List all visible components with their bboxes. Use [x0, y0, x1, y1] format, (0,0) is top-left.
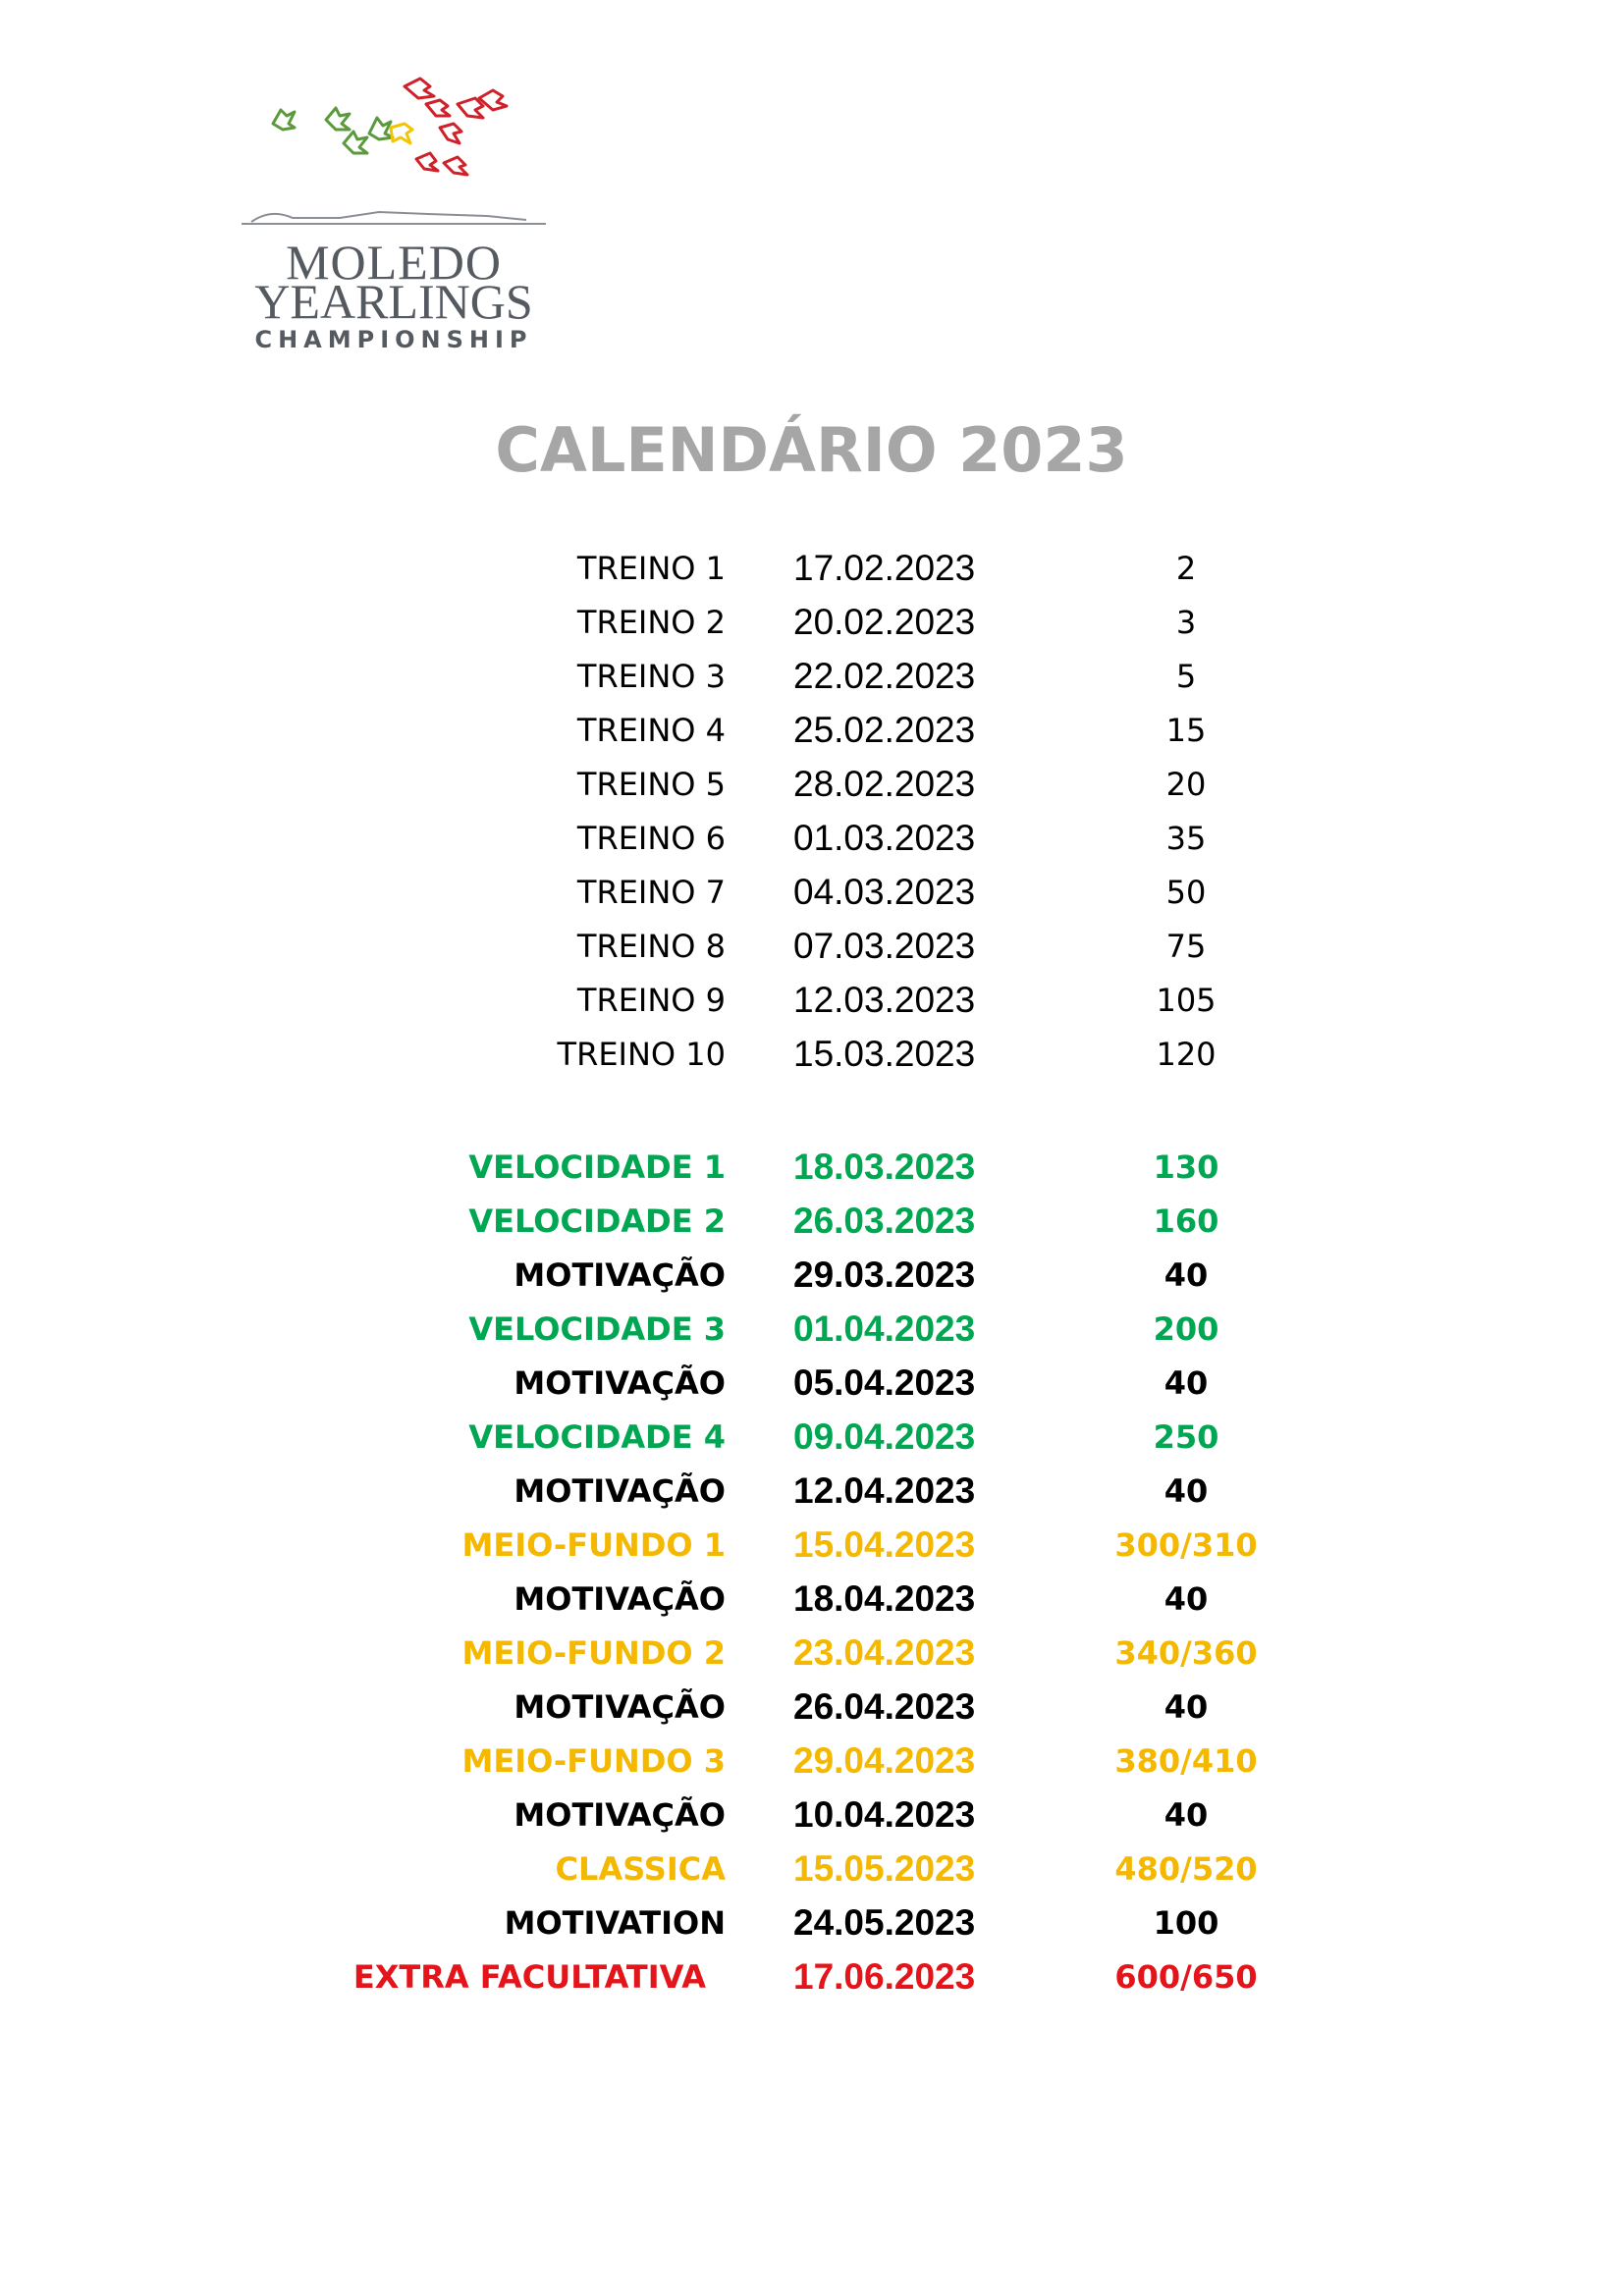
row-date: 18.04.2023: [793, 1578, 976, 1619]
row-date: 20.02.2023: [793, 602, 976, 642]
row-value: 120: [1156, 1036, 1217, 1073]
row-label: MEIO-FUNDO 3: [461, 1742, 726, 1780]
table-row: [0, 650, 1623, 703]
row-label: TREINO 10: [557, 1036, 726, 1073]
row-value: 600/650: [1114, 1958, 1258, 1996]
row-value: 200: [1153, 1310, 1219, 1348]
row-label: TREINO 5: [576, 766, 726, 803]
table-row: [0, 1627, 1623, 1680]
row-date: 15.05.2023: [793, 1848, 976, 1889]
row-date: 23.04.2023: [793, 1632, 976, 1673]
row-date: 12.03.2023: [793, 980, 976, 1020]
table-row: [0, 1950, 1623, 2003]
table-row: [0, 1519, 1623, 1572]
row-value: 480/520: [1114, 1850, 1258, 1888]
row-label: VELOCIDADE 1: [468, 1148, 726, 1186]
row-value: 2: [1175, 550, 1197, 587]
table-row: [0, 974, 1623, 1027]
table-row: [0, 866, 1623, 919]
row-value: 40: [1163, 1796, 1209, 1834]
row-value: 250: [1153, 1418, 1219, 1456]
row-value: 35: [1165, 820, 1207, 857]
row-value: 20: [1165, 766, 1207, 803]
row-label: TREINO 4: [576, 712, 726, 749]
table-row: [0, 1141, 1623, 1194]
row-date: 17.02.2023: [793, 548, 976, 588]
table-row: [0, 1681, 1623, 1734]
row-label: MEIO-FUNDO 1: [461, 1526, 726, 1564]
table-row: [0, 1411, 1623, 1464]
table-row: [0, 596, 1623, 649]
row-value: 5: [1175, 658, 1197, 695]
row-label: VELOCIDADE 3: [468, 1310, 726, 1348]
table-row: [0, 1249, 1623, 1302]
row-date: 04.03.2023: [793, 872, 976, 912]
row-date: 29.03.2023: [793, 1255, 976, 1295]
row-date: 01.03.2023: [793, 818, 976, 858]
row-date: 29.04.2023: [793, 1740, 976, 1781]
logo: [232, 65, 556, 359]
row-value: 40: [1163, 1256, 1209, 1294]
table-row: [0, 920, 1623, 973]
row-date: 01.04.2023: [793, 1308, 976, 1349]
row-label: TREINO 9: [576, 982, 726, 1019]
row-value: 40: [1163, 1472, 1209, 1510]
row-label: MOTIVAÇÃO: [514, 1688, 726, 1726]
table-row: [0, 1028, 1623, 1081]
table-row: [0, 1465, 1623, 1518]
table-row: [0, 1735, 1623, 1788]
row-date: 09.04.2023: [793, 1416, 976, 1457]
row-value: 40: [1163, 1364, 1209, 1402]
row-date: 28.02.2023: [793, 764, 976, 804]
row-label: MOTIVATION: [504, 1904, 726, 1942]
flying-pigeons-icon: [232, 65, 556, 237]
row-value: 3: [1175, 604, 1197, 641]
row-date: 15.04.2023: [793, 1524, 976, 1565]
row-date: 12.04.2023: [793, 1470, 976, 1511]
table-row: [0, 1896, 1623, 1949]
row-date: 26.04.2023: [793, 1686, 976, 1727]
row-label: MEIO-FUNDO 2: [461, 1634, 726, 1672]
row-value: 15: [1165, 712, 1207, 749]
row-label: TREINO 7: [576, 874, 726, 911]
table-row: [0, 1303, 1623, 1356]
row-date: 17.06.2023: [793, 1956, 976, 1997]
logo-line-moledo: MOLEDO: [286, 235, 502, 290]
page-title: CALENDÁRIO 2023: [495, 414, 1128, 486]
row-value: 75: [1165, 928, 1207, 965]
row-value: 40: [1163, 1688, 1209, 1726]
row-date: 25.02.2023: [793, 710, 976, 750]
logo-line-championship: CHAMPIONSHIP: [254, 326, 533, 353]
row-label: CLASSICA: [555, 1850, 726, 1888]
table-row: [0, 812, 1623, 865]
row-label: MOTIVAÇÃO: [514, 1796, 726, 1834]
row-label: MOTIVAÇÃO: [514, 1256, 726, 1294]
table-row: [0, 1195, 1623, 1248]
row-value: 340/360: [1114, 1634, 1258, 1672]
table-row: [0, 542, 1623, 595]
row-value: 380/410: [1114, 1742, 1258, 1780]
logo-line-yearlings: YEARLINGS: [254, 274, 533, 329]
row-value: 50: [1165, 874, 1207, 911]
row-label: MOTIVAÇÃO: [514, 1580, 726, 1618]
table-row: [0, 758, 1623, 811]
row-value: 105: [1156, 982, 1217, 1019]
table-row: [0, 704, 1623, 757]
table-row: [0, 1573, 1623, 1626]
row-date: 22.02.2023: [793, 656, 976, 696]
row-value: 300/310: [1114, 1526, 1258, 1564]
row-label: TREINO 1: [576, 550, 726, 587]
row-label: MOTIVAÇÃO: [514, 1364, 726, 1402]
row-date: 18.03.2023: [793, 1147, 976, 1187]
table-row: [0, 1789, 1623, 1842]
row-date: 05.04.2023: [793, 1362, 976, 1403]
row-value: 160: [1153, 1202, 1219, 1240]
row-date: 24.05.2023: [793, 1902, 976, 1943]
row-label: TREINO 2: [576, 604, 726, 641]
row-date: 15.03.2023: [793, 1034, 976, 1074]
row-date: 07.03.2023: [793, 926, 976, 966]
row-label: TREINO 3: [576, 658, 726, 695]
row-value: 40: [1163, 1580, 1209, 1618]
table-row: [0, 1357, 1623, 1410]
row-date: 26.03.2023: [793, 1201, 976, 1241]
row-value: 130: [1153, 1148, 1219, 1186]
table-row: [0, 1842, 1623, 1896]
row-label: VELOCIDADE 2: [468, 1202, 726, 1240]
row-label: MOTIVAÇÃO: [514, 1472, 726, 1510]
row-value: 100: [1153, 1904, 1219, 1942]
row-date: 10.04.2023: [793, 1794, 976, 1835]
row-label: TREINO 8: [576, 928, 726, 965]
row-label: VELOCIDADE 4: [468, 1418, 726, 1456]
row-label: TREINO 6: [576, 820, 726, 857]
row-label: EXTRA FACULTATIVA: [352, 1958, 706, 1996]
